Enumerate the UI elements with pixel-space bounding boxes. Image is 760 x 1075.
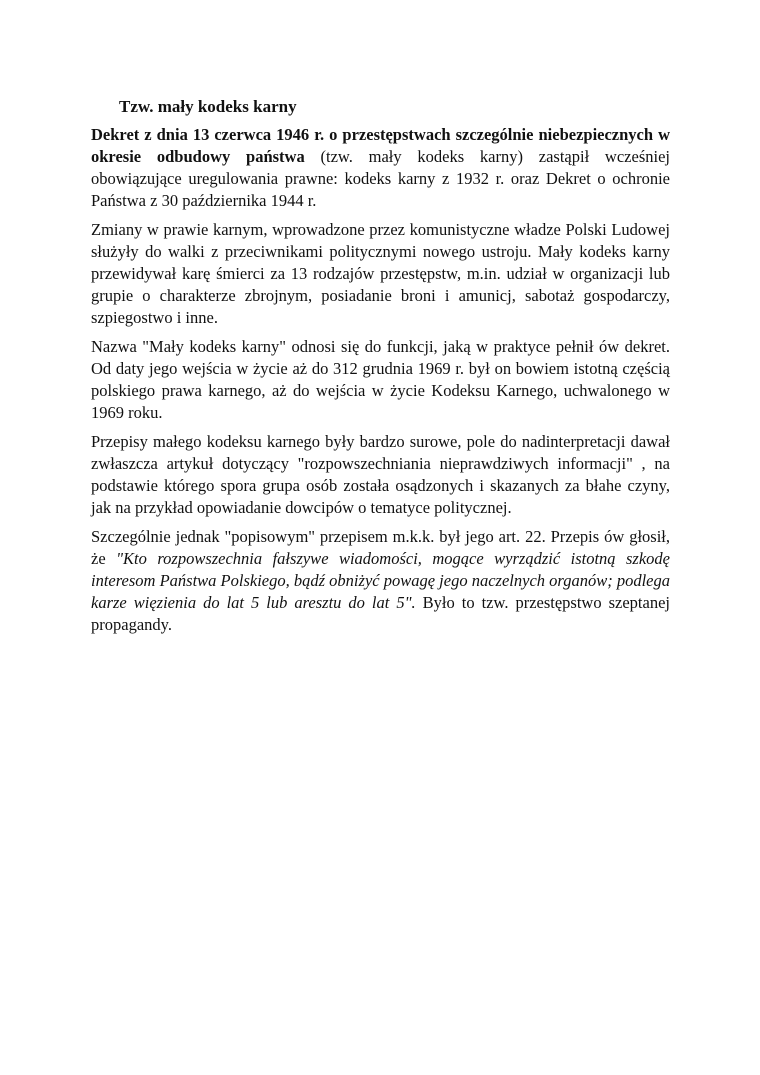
- paragraph-5-intro: Szczególnie jednak "popisowym" przepisem m.k.k. był jego art. 22. Przepis ów głosił, że: [91, 527, 670, 568]
- document-page: [91, 96, 670, 643]
- paragraph-1-text: (tzw. mały kodeks karny) zastąpił wcześniej obowiązujące uregulowania prawne: kodeks karny z 1932 r. oraz Dekret o ochronie Państwa z 30 października 1944 r.: [91, 147, 670, 210]
- paragraph-5: [91, 526, 670, 636]
- paragraph-5-outro: Było to tzw. przestępstwo szeptanej propagandy.: [91, 593, 670, 634]
- paragraph-4: Przepisy małego kodeksu karnego były bardzo surowe, pole do nadinterpretacji dawał zwłaszcza artykuł dotyczący "rozpowszechniania nieprawdziwych informacji" , na podstawie którego spora grupa osób została osądzonych i skazanych za błahe czyny, jak na przykład opowiadanie dowcipów o tematyce politycznej.: [91, 432, 670, 517]
- decree-name: Dekret z dnia 13 czerwca 1946 r. o przestępstwach szczególnie niebezpiecznych w okresie odbudowy państwa: [91, 125, 670, 166]
- paragraph-3: Nazwa "Mały kodeks karny" odnosi się do funkcji, jaką w praktyce pełnił ów dekret. Od daty jego wejścia w życie aż do 312 grudnia 1969 r. był on bowiem istotną częścią polskiego prawa karnego, aż do wejścia w życie Kodeksu Karnego, uchwalonego w 1969 roku.: [91, 337, 670, 422]
- paragraph-2: Zmiany w prawie karnym, wprowadzone przez komunistyczne władze Polski Ludowej służyły do walki z przeciwnikami politycznymi nowego ustroju. Mały kodeks karny przewidywał karę śmierci za 13 rodzajów przestępstw, m.in. udział w organizacji lub grupie o charakterze zbrojnym, posiadanie broni i amunicj, sabotaż gospodarczy, szpiegostwo i inne.: [91, 220, 670, 327]
- paragraph-1: [91, 124, 670, 212]
- document-title: Tzw. mały kodeks karny: [119, 97, 297, 116]
- article-22-quote: "Kto rozpowszechnia fałszywe wiadomości, mogące wyrządzić istotną szkodę interesom Państwa Polskiego, bądź obniżyć powagę jego naczelnych organów; podlega karze więzienia do lat 5 lub aresztu do lat 5".: [91, 549, 670, 612]
